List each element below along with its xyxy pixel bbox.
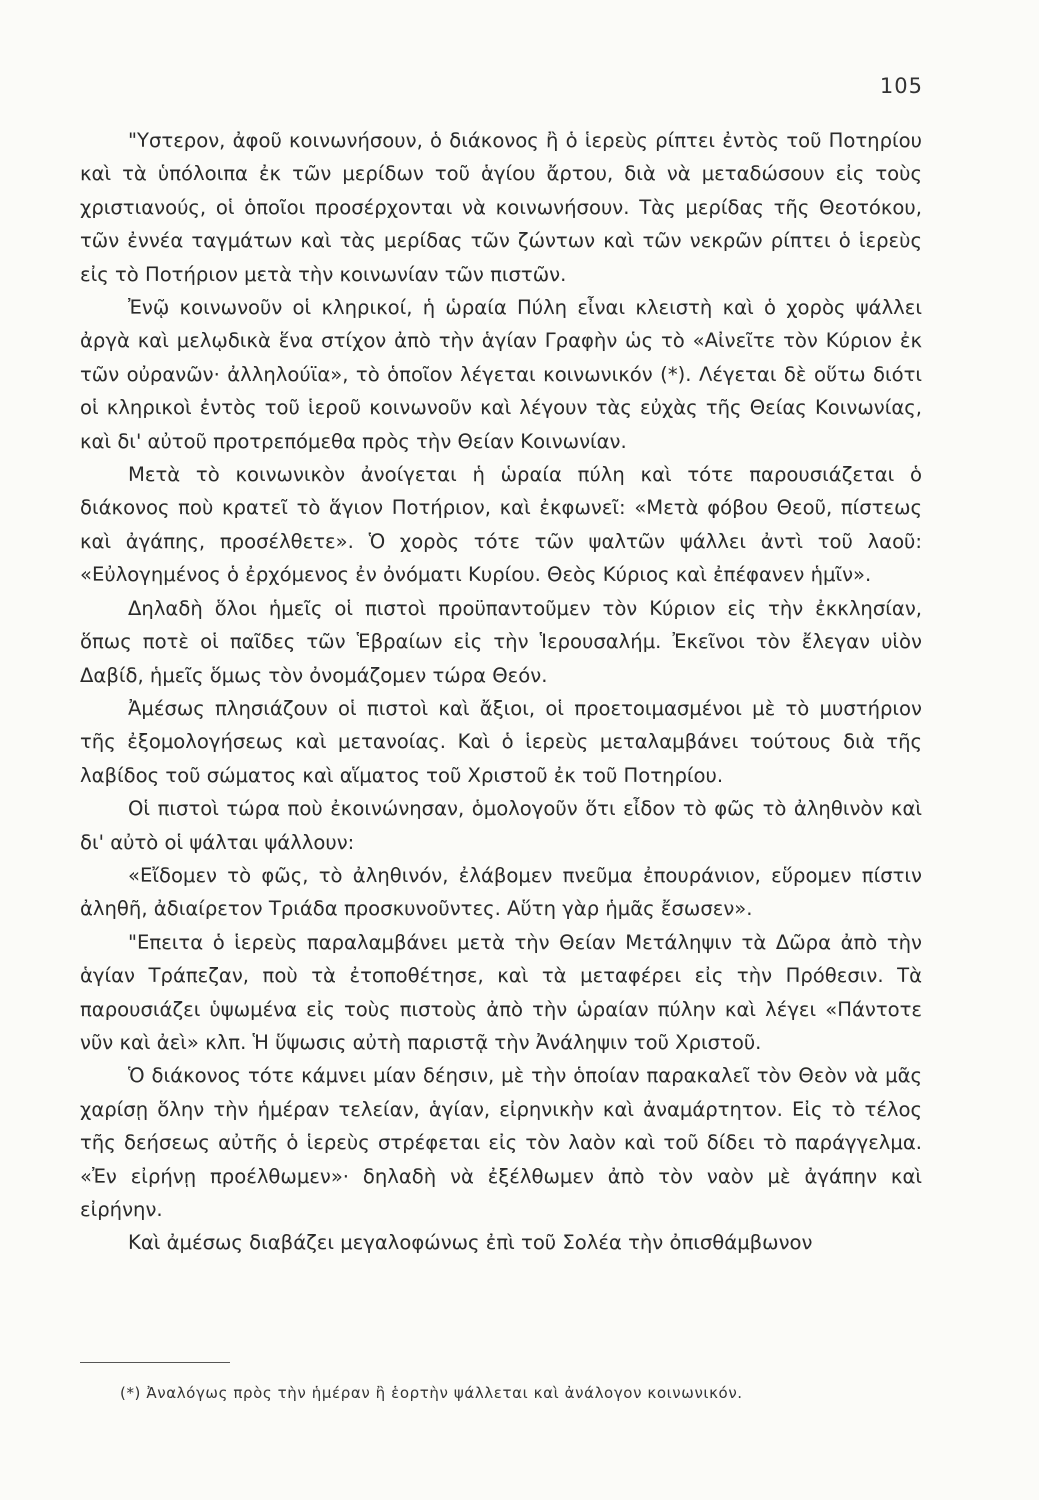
paragraph: Καὶ ἀμέσως διαβάζει μεγαλοφώνως ἐπὶ τοῦ Σολέα τὴν ὀπισθάμβωνον	[128, 1231, 813, 1255]
paragraph: Ἀμέσως πλησιάζουν οἱ πιστοὶ καὶ ἄξιοι, οἱ προετοιμασμένοι μὲ τὸ μυστήριον τῆς ἐξομολογήσεως καὶ μετανοίας. Καὶ ὁ ἱερεὺς μεταλαμβάνει τούτους διὰ τῆς λαβίδος τοῦ σώματος καὶ αἵματος τοῦ Χριστοῦ ἐκ τοῦ Ποτηρίου.	[80, 696, 922, 787]
paragraph: Μετὰ τὸ κοινωνικὸν ἀνοίγεται ἡ ὡραία πύλη καὶ τότε παρουσιάζεται ὁ διάκονος ποὺ κρατεῖ τὸ ἅγιον Ποτήριον, καὶ ἐκφωνεῖ: «Μετὰ φόβου Θεοῦ, πίστεως καὶ ἀγάπης, προσέλθετε». Ὁ χορὸς τότε τῶν ψαλτῶν ψάλλει ἀντὶ τοῦ λαοῦ: «Εὐλογημένος ὁ ἐρχόμενος ἐν ὀνόματι Κυρίου. Θεὸς Κύριος καὶ ἐπέφανεν ἡμῖν».	[80, 463, 922, 587]
paragraph: "Υστερον, ἀφοῦ κοινωνήσουν, ὁ διάκονος ἢ ὁ ἱερεὺς ρίπτει ἐντὸς τοῦ Ποτηρίου καὶ τὰ ὑπόλοιπα ἐκ τῶν μερίδων τοῦ ἁγίου ἄρτου, διὰ νὰ μεταδώσουν εἰς τοὺς χριστιανούς, οἱ ὁποῖοι προσέρχονται νὰ κοινωνήσουν. Τὰς μερίδας τῆς Θεοτόκου, τῶν ἐννέα ταγμάτων καὶ τὰς μερίδας τῶν ζώντων καὶ τῶν νεκρῶν ρίπτει ὁ ἱερεὺς εἰς τὸ Ποτήριον μετὰ τὴν κοινωνίαν τῶν πιστῶν.	[80, 129, 922, 286]
paragraph: Οἱ πιστοὶ τώρα ποὺ ἐκοινώνησαν, ὁμολογοῦν ὅτι εἶδον τὸ φῶς τὸ ἀληθινὸν καὶ δι' αὐτὸ οἱ ψάλται ψάλλουν:	[80, 797, 922, 854]
footnote: (*) Ἀναλόγως πρὸς τὴν ἡμέραν ἢ ἑορτὴν ψάλλεται καὶ ἀνάλογον κοινωνικόν.	[120, 1384, 743, 1402]
paragraph: «Εἴδομεν τὸ φῶς, τὸ ἀληθινόν, ἐλάβομεν πνεῦμα ἐπουράνιον, εὕρομεν πίστιν ἀληθῆ, ἀδιαίρετον Τριάδα προσκυνοῦντες. Αὕτη γὰρ ἡμᾶς ἔσωσεν».	[80, 863, 922, 921]
paragraph: Ἐνῷ κοινωνοῦν οἱ κληρικοί, ἡ ὡραία Πύλη εἶναι κλειστὴ καὶ ὁ χορὸς ψάλλει ἀργὰ καὶ μελῳδικὰ ἕνα στίχον ἀπὸ τὴν ἁγίαν Γραφὴν ὡς τὸ «Αἰνεῖτε τὸν Κύριον ἐκ τῶν οὐρανῶν· ἀλληλούϊα», τὸ ὁποῖον λέγεται κοινωνικόν (*). Λέγεται δὲ οὕτω διότι οἱ κληρικοὶ ἐντὸς τοῦ ἱεροῦ κοινωνοῦν καὶ λέγουν τὰς εὐχὰς τῆς Θείας Κοινωνίας, καὶ δι' αὐτοῦ προτρεπόμεθα πρὸς τὴν Θείαν Κοινωνίαν.	[80, 296, 922, 453]
body-text	[80, 124, 922, 1260]
paragraph: Δηλαδὴ ὅλοι ἡμεῖς οἱ πιστοὶ προϋπαντοῦμεν τὸν Κύριον εἰς τὴν ἐκκλησίαν, ὅπως ποτὲ οἱ παῖδες τῶν Ἑβραίων εἰς τὴν Ἱερουσαλήμ. Ἐκεῖνοι τὸν ἔλεγαν υἱὸν Δαβίδ, ἡμεῖς ὅμως τὸν ὀνομάζομεν τώρα Θεόν.	[80, 596, 922, 687]
page-number: 105	[879, 74, 923, 98]
paragraph: Ὁ διάκονος τότε κάμνει μίαν δέησιν, μὲ τὴν ὁποίαν παρακαλεῖ τὸν Θεὸν νὰ μᾶς χαρίσῃ ὅλην τὴν ἡμέραν τελείαν, ἁγίαν, εἰρηνικὴν καὶ ἀναμάρτητον. Εἰς τὸ τέλος τῆς δεήσεως αὐτῆς ὁ ἱερεὺς στρέφεται εἰς τὸν λαὸν καὶ τοῦ δίδει τὸ παράγγελμα. «Ἐν εἰρήνῃ προέλθωμεν»· δηλαδὴ νὰ ἐξέλθωμεν ἀπὸ τὸν ναὸν μὲ ἀγάπην καὶ εἰρήνην.	[80, 1064, 922, 1221]
paragraph: "Επειτα ὁ ἱερεὺς παραλαμβάνει μετὰ τὴν Θείαν Μετάληψιν τὰ Δῶρα ἀπὸ τὴν ἁγίαν Τράπεζαν, ποὺ τὰ ἐτοποθέτησε, καὶ τὰ μεταφέρει εἰς τὴν Πρόθεσιν. Τὰ παρουσιάζει ὑψωμένα εἰς τοὺς πιστοὺς ἀπὸ τὴν ὡραίαν πύλην καὶ λέγει «Πάντοτε νῦν καὶ ἀεὶ» κλπ. Ἡ ὕψωσις αὐτὴ παριστᾷ τὴν Ἀνάληψιν τοῦ Χριστοῦ.	[80, 930, 922, 1054]
footnote-divider	[80, 1362, 230, 1363]
